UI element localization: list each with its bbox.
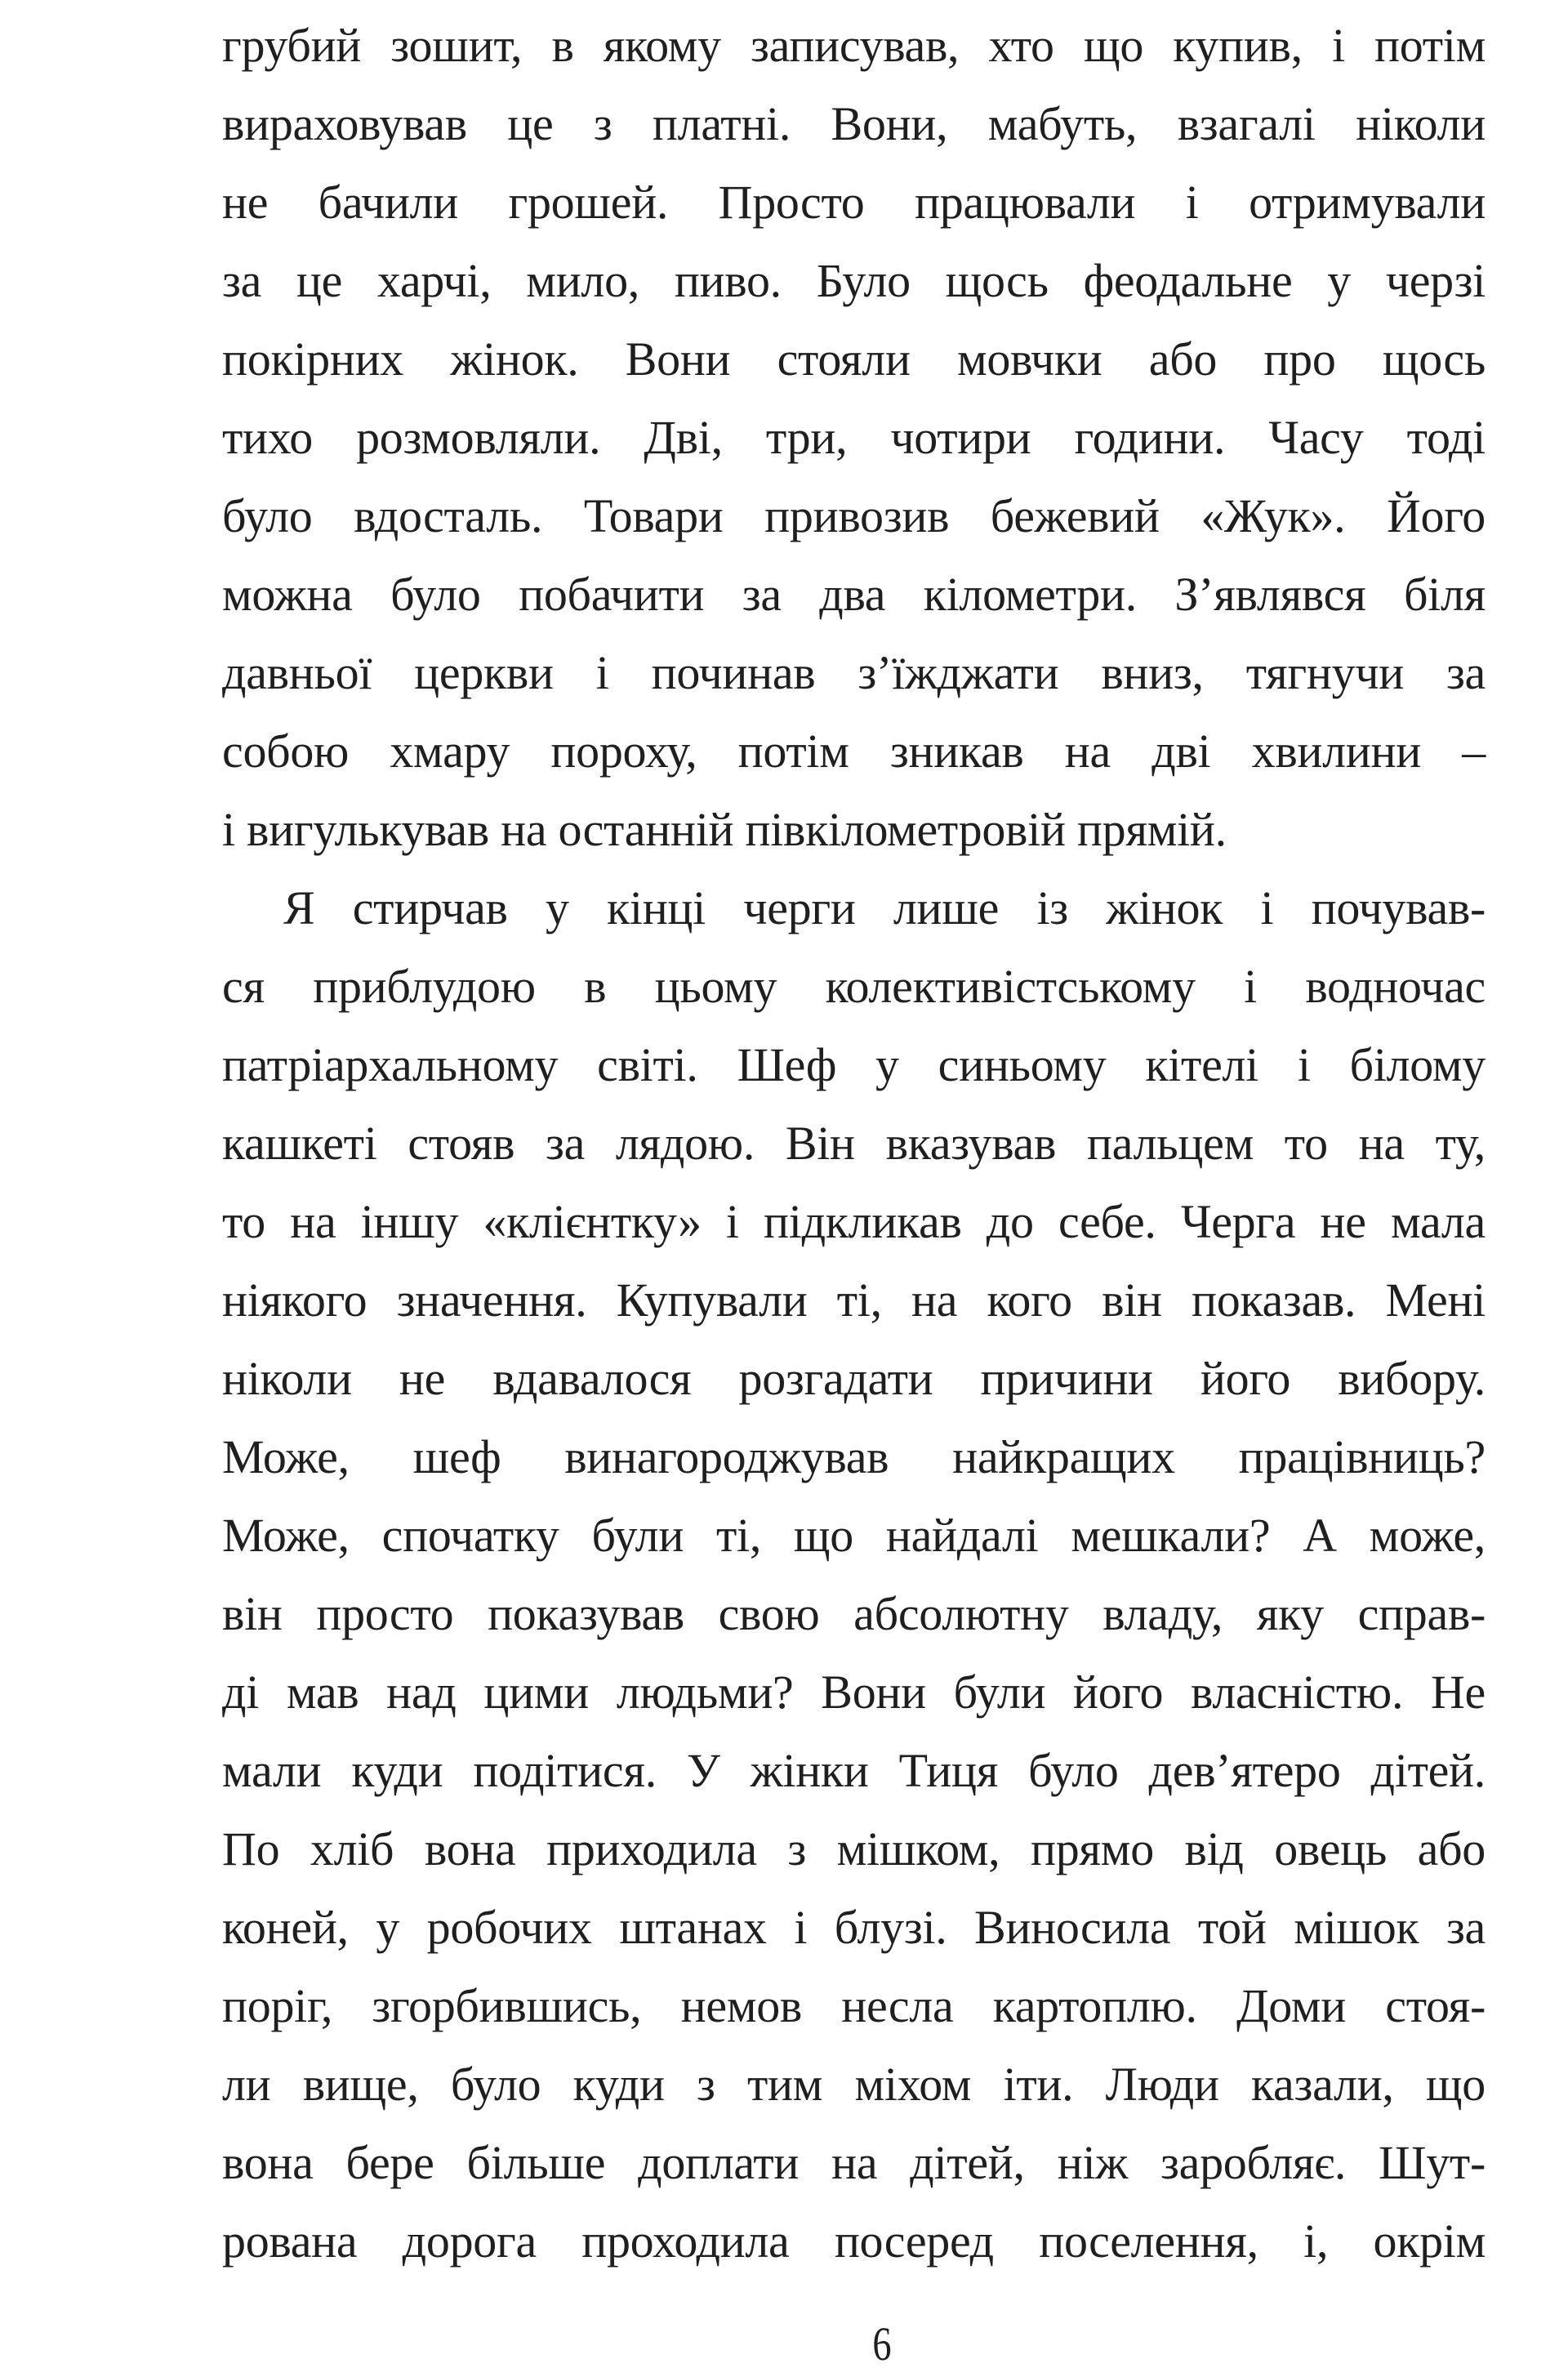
text-line: ніколи не вдавалося розгадати причини його вибору. <box>222 1352 1486 1405</box>
text-line: Я стирчав у кінці черги лише із жінок і почував- <box>283 881 1486 934</box>
text-line: ли вище, було куди з тим міхом іти. Люди казали, що <box>222 2058 1486 2111</box>
paragraph-1 <box>222 7 1486 869</box>
text-line: коней, у робочих штанах і блузі. Виносила той мішок за <box>222 1901 1486 1954</box>
text-line: тихо розмовляли. Дві, три, чотири години. Часу тоді <box>222 411 1486 464</box>
text-line: можна було побачити за два кілометри. З’являвся біля <box>222 568 1486 621</box>
text-line: поріг, згорбившись, немов несла картоплю. Доми стоя- <box>222 1979 1486 2032</box>
page-number: 6 <box>872 2317 892 2370</box>
text-line: рована дорога проходила посеред поселення, і, окрім <box>222 2214 1486 2268</box>
paragraph-2 <box>222 869 1486 2281</box>
text-line: грубий зошит, в якому записував, хто що купив, і потім <box>222 19 1486 72</box>
text-line: ся приблудою в цьому колективістському і водночас <box>222 960 1486 1013</box>
text-line: покірних жінок. Вони стояли мовчки або про щось <box>222 332 1486 386</box>
page-body-text <box>222 7 1486 2281</box>
text-line: вираховував це з платні. Вони, мабуть, взагалі ніколи <box>222 97 1486 150</box>
text-line: мали куди подітися. У жінки Тиця було дев’ятеро дітей. <box>222 1744 1486 1797</box>
text-line: вона бере більше доплати на дітей, ніж заробляє. Шут- <box>222 2136 1486 2189</box>
text-line: не бачили грошей. Просто працювали і отримували <box>222 176 1486 229</box>
text-line: то на іншу «клієнтку» і підкликав до себе. Черга не мала <box>222 1195 1486 1248</box>
text-line: ніякого значення. Купували ті, на кого він показав. Мені <box>222 1273 1486 1327</box>
text-line: собою хмару пороху, потім зникав на дві хвилини – <box>222 725 1486 778</box>
text-line: і вигулькував на останній півкілометровій прямій. <box>222 803 1227 856</box>
text-line: По хліб вона приходила з мішком, прямо від овець або <box>222 1822 1486 1875</box>
text-line: патріархальному світі. Шеф у синьому кітелі і білому <box>222 1038 1486 1091</box>
text-line: ді мав над цими людьми? Вони були його власністю. Не <box>222 1666 1486 1719</box>
text-line: він просто показував свою абсолютну владу, яку справ- <box>222 1587 1486 1640</box>
text-line: за це харчі, мило, пиво. Було щось феодальне у черзі <box>222 254 1486 307</box>
text-line: кашкеті стояв за лядою. Він вказував пальцем то на ту, <box>222 1117 1486 1170</box>
text-line: давньої церкви і починав з’їжджати вниз, тягнучи за <box>222 646 1486 699</box>
text-line: було вдосталь. Товари привозив бежевий «Жук». Його <box>222 489 1486 542</box>
text-line: Може, спочатку були ті, що найдалі мешкали? А може, <box>222 1509 1486 1562</box>
text-line: Може, шеф винагороджував найкращих працівниць? <box>222 1430 1486 1483</box>
